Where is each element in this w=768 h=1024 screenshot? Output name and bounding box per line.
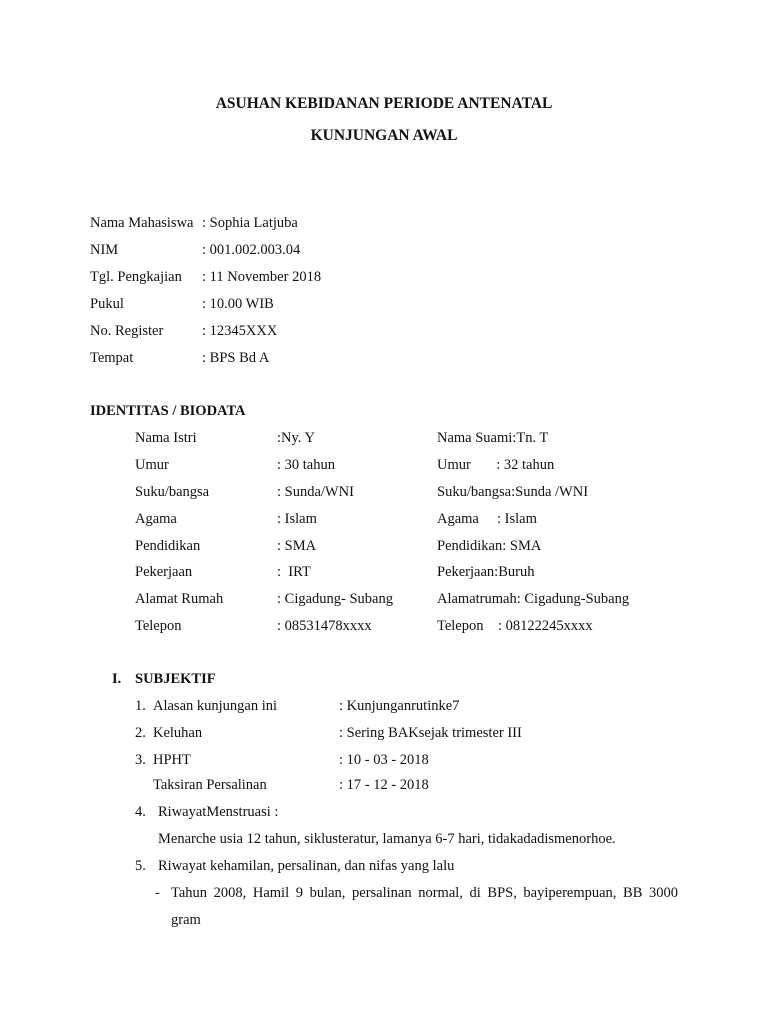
wife-label: Agama <box>135 511 177 527</box>
info-value-date: : 11 November 2018 <box>202 269 322 285</box>
wife-label: Pekerjaan <box>135 564 193 580</box>
document-title: ASUHAN KEBIDANAN PERIODE ANTENATAL <box>215 95 553 112</box>
wife-label: Suku/bangsa <box>135 484 210 500</box>
husband-entry: Nama Suami:Tn. T <box>437 430 549 446</box>
subjektif-heading: SUBJEKTIF <box>135 671 216 687</box>
husband-entry: Pendidikan: SMA <box>437 538 542 554</box>
husband-entry: Telepon : 08122245xxxx <box>437 618 593 634</box>
wife-value: : Sunda/WNI <box>277 484 354 500</box>
wife-value: : Cigadung- Subang <box>277 591 393 607</box>
info-value-register: : 12345XXX <box>202 323 278 339</box>
section-numeral: I. <box>112 671 122 687</box>
list-number: 5. <box>135 858 146 874</box>
pregnancy-history-line-cont: gram <box>171 912 201 928</box>
info-label-date: Tgl. Pengkajian <box>90 269 182 285</box>
husband-entry: Agama : Islam <box>437 511 537 527</box>
info-value-student-name: : Sophia Latjuba <box>202 215 298 231</box>
wife-label: Nama Istri <box>135 430 197 446</box>
husband-entry: Pekerjaan:Buruh <box>437 564 535 580</box>
info-label-time: Pukul <box>90 296 124 312</box>
info-label-register: No. Register <box>90 323 164 339</box>
menstrual-history-detail: Menarche usia 12 tahun, siklusteratur, lamanya 6-7 hari, tidakadadismenorhoe. <box>158 831 616 847</box>
pregnancy-history-line: Tahun 2008, Hamil 9 bulan, persalinan normal, di BPS, bayiperempuan, BB 3000 <box>171 885 678 901</box>
info-label-nim: NIM <box>90 242 119 258</box>
wife-label: Pendidikan <box>135 538 201 554</box>
wife-value: : Islam <box>277 511 317 527</box>
wife-value: : IRT <box>277 564 311 580</box>
list-number: 2. <box>135 725 146 741</box>
info-value-nim: : 001.002.003.04 <box>202 242 301 258</box>
list-item-label: HPHT <box>153 752 191 768</box>
info-value-time: : 10.00 WIB <box>202 296 274 312</box>
husband-entry: Alamatrumah: Cigadung-Subang <box>437 591 630 607</box>
wife-label: Alamat Rumah <box>135 591 224 607</box>
list-item-label: Alasan kunjungan ini <box>153 698 278 714</box>
list-number: 4. <box>135 804 146 820</box>
document-subtitle: KUNJUNGAN AWAL <box>310 127 458 144</box>
list-item-label: Keluhan <box>153 725 203 741</box>
bullet-dash: - <box>155 885 160 901</box>
wife-value: : 30 tahun <box>277 457 335 473</box>
info-value-place: : BPS Bd A <box>202 350 270 366</box>
list-number: 3. <box>135 752 146 768</box>
wife-value: :Ny. Y <box>277 430 315 446</box>
list-item-label: Taksiran Persalinan <box>153 777 267 793</box>
list-item-label: RiwayatMenstruasi : <box>158 804 279 820</box>
list-item-value: : 17 - 12 - 2018 <box>339 777 429 793</box>
list-item-value: : Sering BAKsejak trimester III <box>339 725 522 741</box>
info-label-place: Tempat <box>90 350 134 366</box>
info-label-student-name: Nama Mahasiswa <box>90 215 194 231</box>
wife-label: Telepon <box>135 618 182 634</box>
wife-value: : SMA <box>277 538 317 554</box>
list-item-value: : 10 - 03 - 2018 <box>339 752 429 768</box>
list-item-value: : Kunjunganrutinke7 <box>339 698 460 714</box>
identitas-heading: IDENTITAS / BIODATA <box>90 403 246 419</box>
wife-label: Umur <box>135 457 169 473</box>
list-item-label: Riwayat kehamilan, persalinan, dan nifas yang lalu <box>158 858 455 874</box>
wife-value: : 08531478xxxx <box>277 618 372 634</box>
husband-entry: Suku/bangsa:Sunda /WNI <box>437 484 589 500</box>
husband-entry: Umur : 32 tahun <box>437 457 555 473</box>
list-number: 1. <box>135 698 146 714</box>
